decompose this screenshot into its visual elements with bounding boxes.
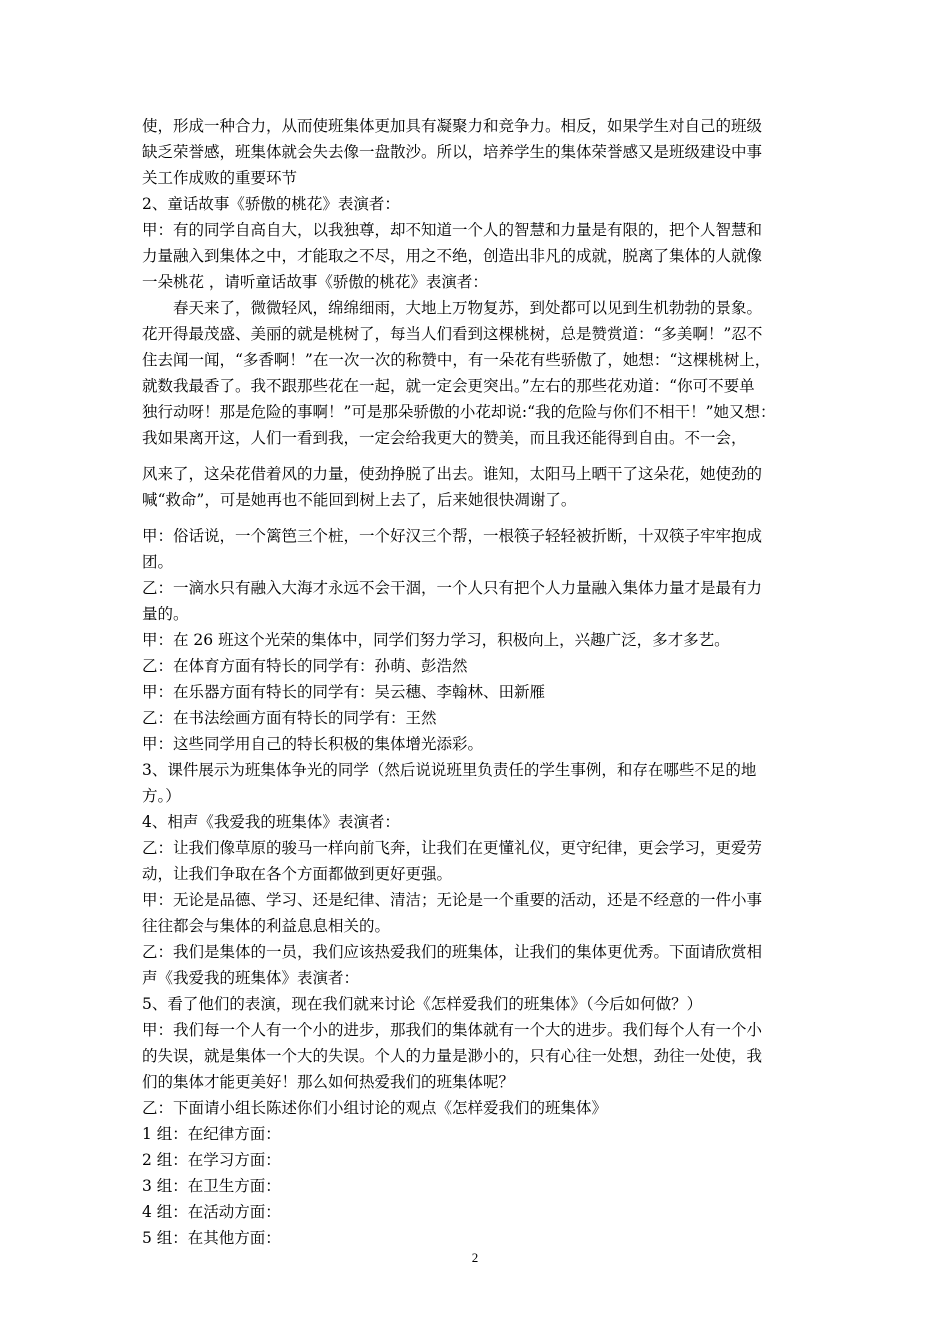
text-line: 缺乏荣誉感，班集体就会失去像一盘散沙。所以，培养学生的集体荣誉感又是班级建设中事	[142, 143, 763, 161]
group-item: 4 组：在活动方面：	[142, 1203, 281, 1221]
section-heading: 2、童话故事《骄傲的桃花》表演者：	[142, 195, 400, 213]
text-line: 甲：俗话说，一个篱笆三个桩，一个好汉三个帮，一根筷子轻轻被折断，十双筷子牢牢抱成	[142, 527, 763, 545]
text-line: 独行动呀！那是危险的事啊！”可是那朵骄傲的小花却说:“我的危险与你们不相干！”她又想：	[142, 403, 776, 421]
section-heading: 5、看了他们的表演，现在我们就来讨论《怎样爱我们的班集体》（今后如何做？）	[142, 995, 703, 1013]
text-line: 甲：在 26 班这个光荣的集体中，同学们努力学习，积极向上，兴趣广泛，多才多艺。	[142, 631, 730, 649]
text-line: 甲：在乐器方面有特长的同学有：吴云穗、李翰林、田新雁	[142, 683, 546, 701]
text-line: 量的。	[142, 605, 189, 623]
text-line: 的失误，就是集体一个大的失误。个人的力量是渺小的，只有心往一处想，劲往一处使，我	[142, 1047, 763, 1065]
story-ending	[142, 461, 812, 513]
section-heading: 3、课件展示为班集体争光的同学（然后说说班里负责任的学生事例，和存在哪些不足的地	[142, 761, 757, 779]
text-line: 住去闻一闻，“多香啊！”在一次一次的称赞中，有一朵花有些骄傲了，她想：“这棵桃树上，	[142, 351, 771, 369]
text-line: 使，形成一种合力，从而使班集体更加具有凝聚力和竞争力。相反，如果学生对自己的班级	[142, 117, 763, 135]
text-line: 乙：让我们像草原的骏马一样向前飞奔，让我们在更懂礼仪，更守纪律，更会学习，更爱劳	[142, 839, 763, 857]
story-paragraph	[142, 295, 812, 451]
text-line: 动，让我们争取在各个方面都做到更好更强。	[142, 865, 453, 883]
group-item: 1 组：在纪律方面：	[142, 1125, 281, 1143]
text-line: 喊“救命”，可是她再也不能回到树上去了，后来她很快凋谢了。	[142, 491, 577, 509]
text-line: 甲：有的同学自高自大，以我独尊，却不知道一个人的智慧和力量是有限的，把个人智慧和	[142, 221, 763, 239]
group-item: 3 组：在卫生方面：	[142, 1177, 281, 1195]
text-line: 们的集体才能更美好！那么如何热爱我们的班集体呢？	[142, 1073, 515, 1091]
text-line: 团。	[142, 553, 174, 571]
text-line: 往往都会与集体的利益息息相关的。	[142, 917, 391, 935]
text-line: 声《我爱我的班集体》表演者：	[142, 969, 360, 987]
text-line: 乙：一滴水只有融入大海才永远不会干涸，一个人只有把个人力量融入集体力量才是最有力	[142, 579, 763, 597]
text-line: 方。）	[142, 787, 181, 805]
text-line: 关工作成败的重要环节	[142, 169, 298, 187]
text-line: 风来了，这朵花借着风的力量，使劲挣脱了出去。谁知，太阳马上晒干了这朵花，她使劲的	[142, 465, 763, 483]
text-line: 力量融入到集体之中，才能取之不尽，用之不绝，创造出非凡的成就，脱离了集体的人就像	[142, 247, 763, 265]
text-line: 甲：无论是品德、学习、还是纪律、清洁；无论是一个重要的活动，还是不经意的一件小事	[142, 891, 763, 909]
text-line: 乙：我们是集体的一员，我们应该热爱我们的班集体，让我们的集体更优秀。下面请欣赏相	[142, 943, 763, 961]
group-item: 2 组：在学习方面：	[142, 1151, 281, 1169]
text-block-dialogue	[142, 523, 812, 1251]
text-line: 春天来了，微微轻风，绵绵细雨，大地上万物复苏，到处都可以见到生机勃勃的景象。	[142, 299, 763, 317]
text-line: 乙：在体育方面有特长的同学有：孙萌、彭浩然	[142, 657, 468, 675]
text-line: 花开得最茂盛、美丽的就是桃树了，每当人们看到这棵桃树，总是赞赏道：“多美啊！”忍不	[142, 325, 763, 343]
text-line: 我如果离开这，人们一看到我，一定会给我更大的赞美，而且我还能得到自由。不一会，	[142, 429, 747, 447]
text-line: 甲：我们每一个人有一个小的进步，那我们的集体就有一个大的进步。我们每个人有一个小	[142, 1021, 763, 1039]
group-item: 5 组：在其他方面：	[142, 1229, 281, 1247]
text-line: 就数我最香了。我不跟那些花在一起，就一定会更突出。”左右的那些花劝道：“你可不要单	[142, 377, 755, 395]
text-line: 乙：在书法绘画方面有特长的同学有：王然	[142, 709, 437, 727]
text-line: 乙：下面请小组长陈述你们小组讨论的观点《怎样爱我们的班集体》	[142, 1099, 608, 1117]
document-page	[142, 113, 812, 1251]
section-heading: 4、相声《我爱我的班集体》表演者：	[142, 813, 400, 831]
text-block-intro	[142, 113, 812, 295]
page-number: 2	[471, 1250, 479, 1265]
text-line: 一朵桃花 ，请听童话故事《骄傲的桃花》表演者：	[142, 273, 488, 291]
text-line: 甲：这些同学用自己的特长积极的集体增光添彩。	[142, 735, 484, 753]
